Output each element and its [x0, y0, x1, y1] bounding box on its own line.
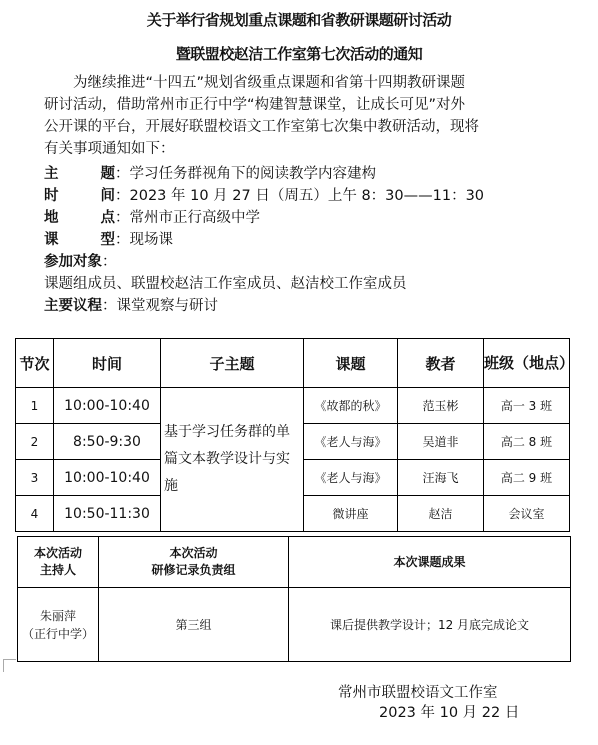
- info-place-value: ：常州市正行高级中学: [115, 210, 260, 226]
- intro-line: 为继续推进“十四五”规划省级重点课题和省第十四期教研课题: [73, 75, 466, 91]
- info-type-row: [44, 229, 564, 251]
- summary-row: [18, 588, 571, 662]
- result-text: 课后提供教学设计；12 月底完成论文: [289, 588, 571, 662]
- notice-title-line1: 关于举行省规划重点课题和省教研课题研讨活动: [146, 11, 452, 29]
- lesson-title: 《老人与海》: [304, 460, 398, 496]
- info-time-row: [44, 185, 564, 207]
- intro-line: 有关事项通知如下：: [44, 141, 175, 157]
- info-place-row: [44, 207, 564, 229]
- host-name: 朱丽萍 （正行中学）: [18, 588, 99, 662]
- page-corner-mark: [3, 659, 16, 672]
- info-type-label: 课 型: [44, 232, 115, 248]
- session-time: 10:00-10:40: [54, 388, 161, 424]
- intro-line: 研讨活动，借助常州市正行中学“构建智慧课堂，让成长可见”对外: [44, 97, 466, 113]
- teacher-name: 汪海飞: [398, 460, 484, 496]
- header-session: 节次: [16, 339, 54, 388]
- summary-header-row: [18, 537, 571, 588]
- header-subtopic: 子主题: [161, 339, 304, 388]
- class-location: 高二 8 班: [484, 424, 570, 460]
- session-time: 10:00-10:40: [54, 460, 161, 496]
- info-agenda-label: 主要议程: [44, 298, 102, 314]
- header-lesson: 课题: [304, 339, 398, 388]
- intro-line: 公开课的平台，开展好联盟校语文工作室第七次集中教研活动，现将: [44, 119, 479, 135]
- info-participants-label-row: [44, 251, 564, 273]
- teacher-name: 吴道非: [398, 424, 484, 460]
- lesson-title: 微讲座: [304, 496, 398, 532]
- class-location: 高二 9 班: [484, 460, 570, 496]
- header-result: 本次课题成果: [289, 537, 571, 588]
- info-time-value: ：2023 年 10 月 27 日（周五）上午 8：30——11：30: [115, 188, 485, 204]
- header-teacher: 教者: [398, 339, 484, 388]
- schedule-table: [15, 338, 575, 532]
- info-participants-label: 参加对象: [44, 254, 102, 270]
- subtopic-cell: 基于学习任务群的单篇文本教学设计与实施: [161, 388, 304, 532]
- info-theme-label: 主 题: [44, 166, 115, 182]
- class-location: 会议室: [484, 496, 570, 532]
- info-participants-colon: ：: [102, 254, 117, 270]
- summary-table: [17, 536, 571, 662]
- info-participants-value: 课题组成员、联盟校赵洁工作室成员、赵洁校工作室成员: [44, 276, 407, 292]
- schedule-header-row: [16, 339, 570, 388]
- teacher-name: 范玉彬: [398, 388, 484, 424]
- notice-title-line2: 暨联盟校赵洁工作室第七次活动的通知: [175, 45, 423, 63]
- teacher-name: 赵洁: [398, 496, 484, 532]
- header-host: 本次活动 主持人: [18, 537, 99, 588]
- info-time-label: 时 间: [44, 188, 115, 204]
- info-theme-value: ：学习任务群视角下的阅读教学内容建构: [115, 166, 376, 182]
- session-number: 1: [16, 388, 54, 424]
- signature-org: 常州市联盟校语文工作室: [338, 685, 498, 701]
- session-time: 8:50-9:30: [54, 424, 161, 460]
- header-recorder-group: 本次活动 研修记录负责组: [99, 537, 289, 588]
- session-number: 3: [16, 460, 54, 496]
- event-info: [44, 163, 564, 317]
- info-theme-row: [44, 163, 564, 185]
- header-time: 时间: [54, 339, 161, 388]
- class-location: 高一 3 班: [484, 388, 570, 424]
- session-number: 4: [16, 496, 54, 532]
- info-place-label: 地 点: [44, 210, 115, 226]
- info-type-value: ：现场课: [115, 232, 173, 248]
- session-number: 2: [16, 424, 54, 460]
- header-class: 班级（地点）: [484, 339, 570, 388]
- info-agenda-row: [44, 295, 564, 317]
- session-time: 10:50-11:30: [54, 496, 161, 532]
- lesson-title: 《故都的秋》: [304, 388, 398, 424]
- table-row: [16, 388, 570, 424]
- recorder-group: 第三组: [99, 588, 289, 662]
- info-agenda-value: ：课堂观察与研讨: [102, 298, 218, 314]
- intro-paragraph: [44, 72, 522, 160]
- lesson-title: 《老人与海》: [304, 424, 398, 460]
- signature-date: 2023 年 10 月 22 日: [379, 705, 520, 721]
